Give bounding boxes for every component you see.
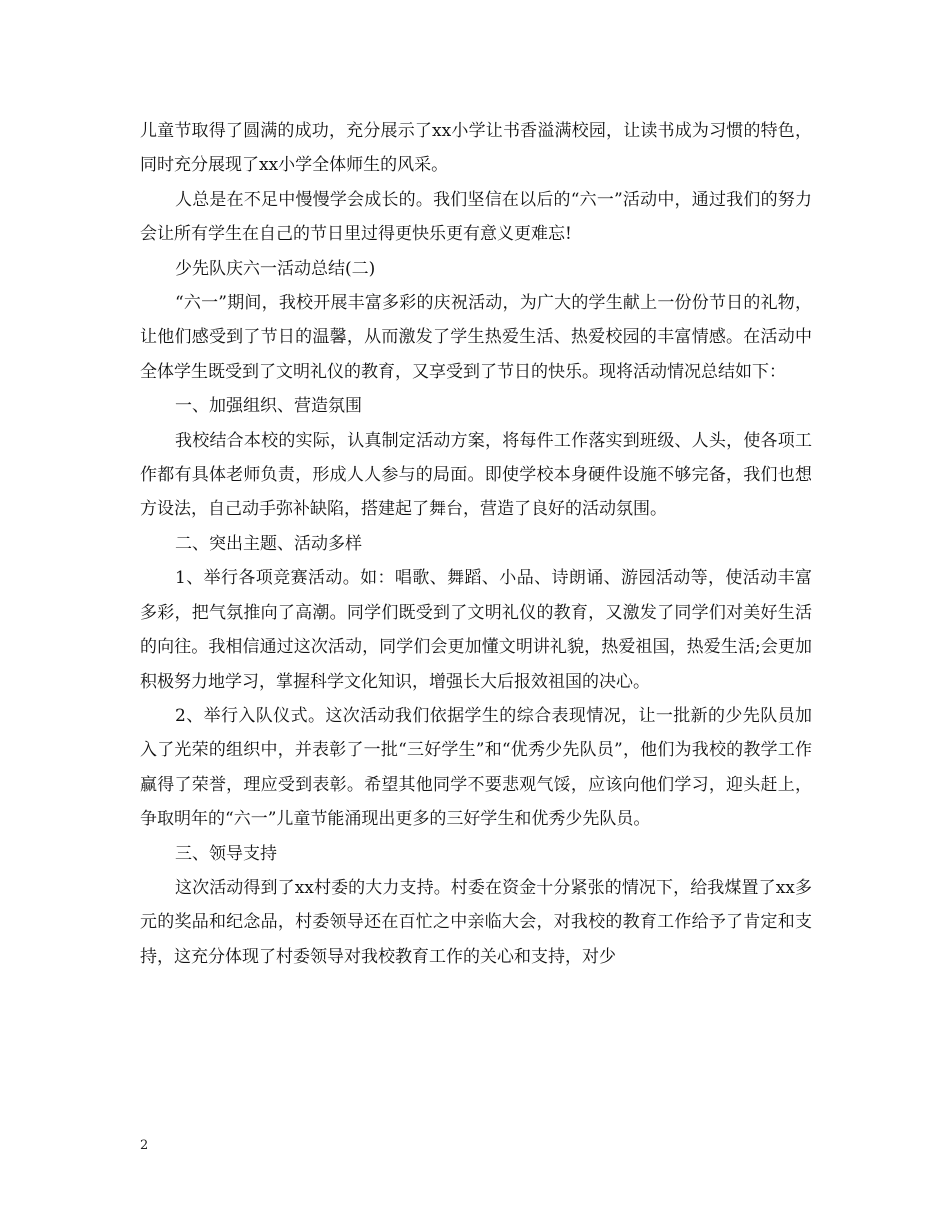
section-heading: 二、突出主题、活动多样	[175, 533, 362, 554]
paragraph: 人总是在不足中慢慢学会成长的。我们坚信在以后的“六一”活动中，通过我们的努力会让所有学生在自己的节日里过得更快乐更有意义更难忘!	[140, 189, 812, 245]
paragraph: 儿童节取得了圆满的成功，充分展示了xx小学让书香溢满校园，让读书成为习惯的特色，同时充分展现了xx小学全体师生的风采。	[140, 121, 812, 176]
document-body	[140, 114, 812, 974]
paragraph: “六一”期间，我校开展丰富多彩的庆祝活动，为广大的学生献上一份份节日的礼物，让他们感受到了节日的温馨，从而激发了学生热爱生活、热爱校园的丰富情感。在活动中全体学生既受到了文明礼仪的教育，又享受到了节日的快乐。现将活动情况总结如下：	[140, 293, 812, 382]
section-heading: 少先队庆六一活动总结(二)	[175, 258, 376, 279]
paragraph: 这次活动得到了xx村委的大力支持。村委在资金十分紧张的情况下，给我煤置了xx多元的奖品和纪念品，村委领导还在百忙之中亲临大会，对我校的教育工作给予了肯定和支持，这充分体现了村委领导对我校教育工作的关心和支持，对少	[140, 877, 812, 967]
section-heading: 三、领导支持	[175, 843, 277, 864]
section-heading: 一、加强组织、营造氛围	[175, 396, 362, 417]
paragraph: 2、举行入队仪式。这次活动我们依据学生的综合表现情况，让一批新的少先队员加入了光荣的组织中，并表彰了一批“三好学生”和“优秀少先队员”，他们为我校的教学工作赢得了荣誉，理应受到表彰。希望其他同学不要悲观气馁，应该向他们学习，迎头赶上，争取明年的“六一”儿童节能涌现出更多的三好学生和优秀少先队员。	[140, 705, 812, 830]
paragraph: 1、举行各项竞赛活动。如：唱歌、舞蹈、小品、诗朗诵、游园活动等，使活动丰富多彩，把气氛推向了高潮。同学们既受到了文明礼仪的教育，又激发了同学们对美好生活的向往。我相信通过这次活动，同学们会更加懂文明讲礼貌，热爱祖国，热爱生活;会更加积极努力地学习，掌握科学文化知识，增强长大后报效祖国的决心。	[140, 568, 812, 692]
page-number: 2	[140, 1138, 149, 1153]
paragraph: 我校结合本校的实际，认真制定活动方案，将每件工作落实到班级、人头，使各项工作都有具体老师负责，形成人人参与的局面。即使学校本身硬件设施不够完备，我们也想方设法，自己动手弥补缺陷，搭建起了舞台，营造了良好的活动氛围。	[140, 430, 812, 520]
